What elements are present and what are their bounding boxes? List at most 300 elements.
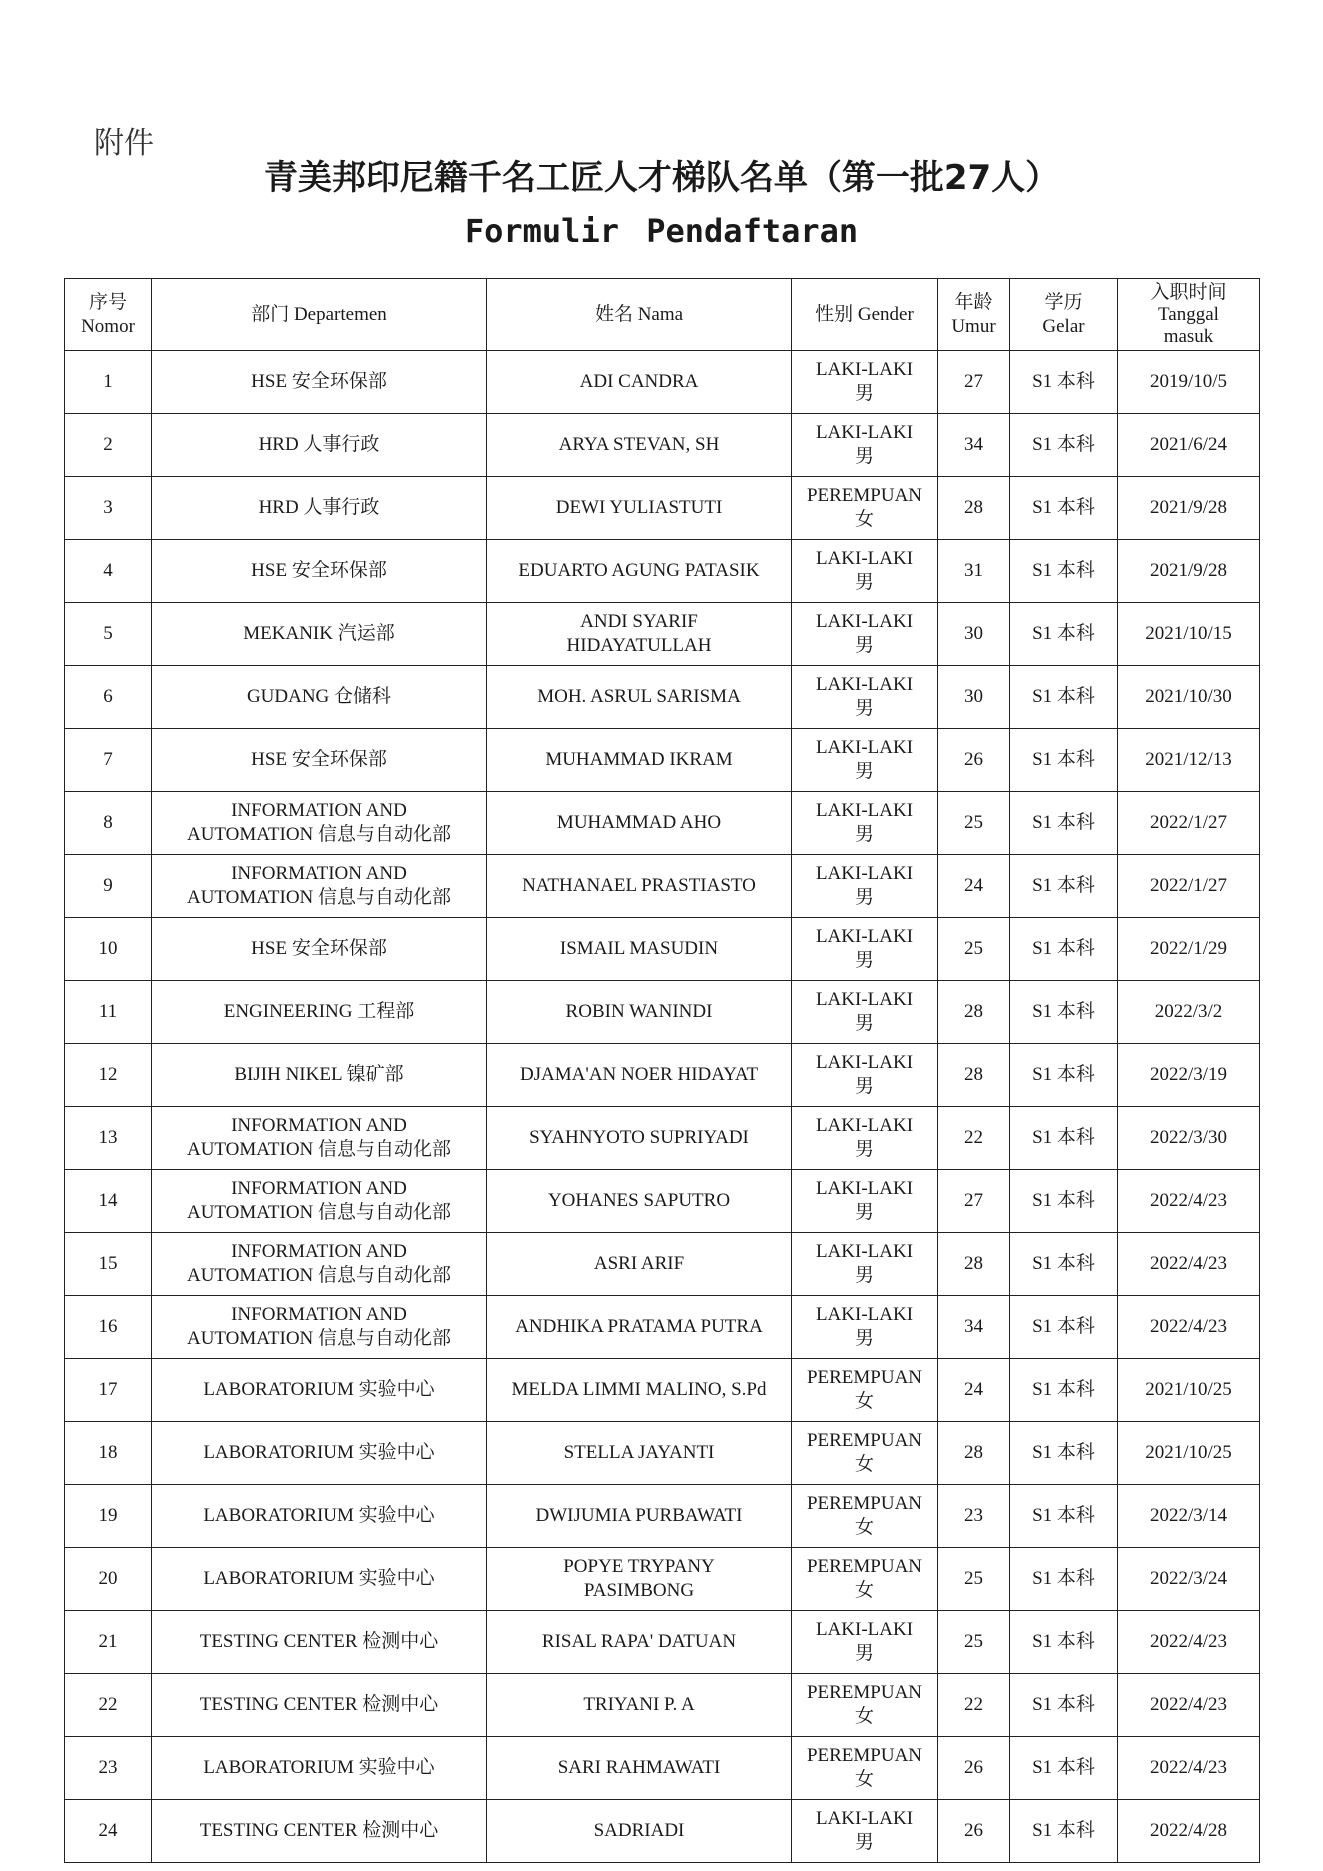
cell-department xyxy=(152,1611,487,1674)
cell-department-line: HSE 安全环保部 xyxy=(251,560,387,581)
cell-department xyxy=(152,1548,487,1611)
cell-gender-line: 男 xyxy=(854,698,874,719)
cell-gender xyxy=(792,1611,938,1674)
header-name: 姓名 Nama xyxy=(487,279,792,351)
cell-gender-line: LAKI-LAKI xyxy=(815,926,914,947)
cell-age: 25 xyxy=(938,1611,1010,1674)
cell-gender-line: 女 xyxy=(854,509,874,530)
cell-gender-line: 男 xyxy=(854,572,874,593)
cell-name xyxy=(487,1107,792,1170)
cell-name xyxy=(487,1485,792,1548)
cell-join-date: 2021/10/30 xyxy=(1118,666,1260,729)
cell-department-line: AUTOMATION 信息与自动化部 xyxy=(186,1265,452,1286)
cell-education: S1 本科 xyxy=(1010,351,1118,414)
cell-join-date: 2022/4/23 xyxy=(1118,1233,1260,1296)
cell-name xyxy=(487,1170,792,1233)
cell-gender-line: 男 xyxy=(854,824,874,845)
cell-name xyxy=(487,729,792,792)
cell-gender-line: LAKI-LAKI xyxy=(815,1808,914,1829)
cell-education: S1 本科 xyxy=(1010,1359,1118,1422)
cell-gender xyxy=(792,540,938,603)
cell-department-line: AUTOMATION 信息与自动化部 xyxy=(186,824,452,845)
cell-age: 28 xyxy=(938,1422,1010,1485)
table-row xyxy=(65,351,1260,414)
cell-number: 2 xyxy=(65,414,152,477)
cell-gender xyxy=(792,1548,938,1611)
cell-gender-line: LAKI-LAKI xyxy=(815,1304,914,1325)
cell-name-line: ANDI SYARIF xyxy=(580,611,698,632)
cell-gender xyxy=(792,855,938,918)
cell-gender xyxy=(792,1674,938,1737)
table-row xyxy=(65,603,1260,666)
cell-gender-line: LAKI-LAKI xyxy=(815,1052,914,1073)
cell-name-line: HIDAYATULLAH xyxy=(566,635,712,656)
cell-gender-line: 男 xyxy=(854,1013,874,1034)
cell-name-line: ARYA STEVAN, SH xyxy=(558,434,720,455)
cell-education: S1 本科 xyxy=(1010,666,1118,729)
cell-age: 26 xyxy=(938,1737,1010,1800)
header-education-cn: 学历 xyxy=(1044,291,1083,313)
cell-gender xyxy=(792,792,938,855)
cell-name xyxy=(487,1233,792,1296)
cell-join-date: 2019/10/5 xyxy=(1118,351,1260,414)
cell-gender-line: 女 xyxy=(854,1580,874,1601)
cell-number: 14 xyxy=(65,1170,152,1233)
header-age xyxy=(938,279,1010,351)
cell-name-line: DJAMA'AN NOER HIDAYAT xyxy=(519,1064,759,1085)
table-row xyxy=(65,729,1260,792)
cell-gender-line: PEREMPUAN xyxy=(806,1556,923,1577)
header-join-date-cn: 入职时间 xyxy=(1150,281,1227,303)
cell-department-line: AUTOMATION 信息与自动化部 xyxy=(186,1328,452,1349)
cell-education: S1 本科 xyxy=(1010,918,1118,981)
cell-gender-line: LAKI-LAKI xyxy=(815,548,914,569)
cell-name-line: EDUARTO AGUNG PATASIK xyxy=(518,560,760,581)
cell-department xyxy=(152,1359,487,1422)
cell-education: S1 本科 xyxy=(1010,1296,1118,1359)
header-number xyxy=(65,279,152,351)
cell-gender-line: 男 xyxy=(854,635,874,656)
cell-education: S1 本科 xyxy=(1010,855,1118,918)
cell-name-line: ISMAIL MASUDIN xyxy=(559,938,719,959)
cell-gender xyxy=(792,1422,938,1485)
cell-department-line: AUTOMATION 信息与自动化部 xyxy=(186,1139,452,1160)
cell-department-line: INFORMATION AND xyxy=(231,1115,407,1136)
cell-name xyxy=(487,351,792,414)
cell-education: S1 本科 xyxy=(1010,1044,1118,1107)
cell-gender-line: LAKI-LAKI xyxy=(815,422,914,443)
cell-gender xyxy=(792,477,938,540)
cell-gender-line: PEREMPUAN xyxy=(806,1745,923,1766)
cell-department xyxy=(152,1296,487,1359)
cell-gender-line: 女 xyxy=(854,1517,874,1538)
cell-education: S1 本科 xyxy=(1010,1611,1118,1674)
cell-department-line: TESTING CENTER 检测中心 xyxy=(199,1694,439,1715)
cell-education: S1 本科 xyxy=(1010,1170,1118,1233)
cell-age: 22 xyxy=(938,1674,1010,1737)
cell-age: 25 xyxy=(938,1548,1010,1611)
cell-gender-line: 女 xyxy=(854,1454,874,1475)
cell-number: 10 xyxy=(65,918,152,981)
cell-number: 9 xyxy=(65,855,152,918)
table-row xyxy=(65,855,1260,918)
cell-join-date: 2022/4/23 xyxy=(1118,1296,1260,1359)
cell-gender xyxy=(792,1800,938,1863)
cell-education: S1 本科 xyxy=(1010,414,1118,477)
cell-department-line: GUDANG 仓储科 xyxy=(246,686,392,707)
cell-gender-line: 男 xyxy=(854,1328,874,1349)
cell-name xyxy=(487,1800,792,1863)
cell-age: 27 xyxy=(938,1170,1010,1233)
cell-age: 24 xyxy=(938,1359,1010,1422)
cell-gender-line: PEREMPUAN xyxy=(806,1367,923,1388)
cell-name-line: ADI CANDRA xyxy=(579,371,699,392)
header-join-date xyxy=(1118,279,1260,351)
header-age-cn: 年龄 xyxy=(954,291,993,313)
cell-age: 30 xyxy=(938,666,1010,729)
cell-number: 6 xyxy=(65,666,152,729)
cell-education: S1 本科 xyxy=(1010,477,1118,540)
cell-education: S1 本科 xyxy=(1010,1107,1118,1170)
cell-join-date: 2022/4/23 xyxy=(1118,1674,1260,1737)
table-row xyxy=(65,1170,1260,1233)
cell-name-line: ANDHIKA PRATAMA PUTRA xyxy=(515,1316,763,1337)
cell-join-date: 2022/3/19 xyxy=(1118,1044,1260,1107)
table-row xyxy=(65,1044,1260,1107)
cell-name-line: MELDA LIMMI MALINO, S.Pd xyxy=(511,1379,767,1400)
cell-department xyxy=(152,1044,487,1107)
cell-education: S1 本科 xyxy=(1010,1800,1118,1863)
cell-age: 23 xyxy=(938,1485,1010,1548)
cell-gender-line: 女 xyxy=(854,1391,874,1412)
table-row xyxy=(65,477,1260,540)
header-number-cn: 序号 xyxy=(88,291,127,313)
cell-education: S1 本科 xyxy=(1010,1674,1118,1737)
cell-name-line: PASIMBONG xyxy=(583,1580,695,1601)
document-subtitle: Formulir Pendaftaran xyxy=(464,212,859,250)
annex-label: 附件 xyxy=(94,126,154,161)
cell-gender xyxy=(792,414,938,477)
cell-department-line: BIJIH NIKEL 镍矿部 xyxy=(234,1064,404,1085)
cell-join-date: 2022/3/24 xyxy=(1118,1548,1260,1611)
cell-name xyxy=(487,1611,792,1674)
header-department: 部门 Departemen xyxy=(152,279,487,351)
cell-department xyxy=(152,603,487,666)
cell-gender-line: LAKI-LAKI xyxy=(815,800,914,821)
cell-name-line: DEWI YULIASTUTI xyxy=(555,497,723,518)
table-row xyxy=(65,1233,1260,1296)
cell-gender-line: 男 xyxy=(854,1202,874,1223)
cell-age: 28 xyxy=(938,1044,1010,1107)
cell-gender-line: LAKI-LAKI xyxy=(815,1619,914,1640)
header-education-id: Gelar xyxy=(1042,315,1085,337)
cell-number: 19 xyxy=(65,1485,152,1548)
cell-name-line: DWIJUMIA PURBAWATI xyxy=(535,1505,743,1526)
cell-name xyxy=(487,1737,792,1800)
header-number-id: Nomor xyxy=(81,315,135,337)
cell-department-line: HSE 安全环保部 xyxy=(251,938,387,959)
cell-name-line: NATHANAEL PRASTIASTO xyxy=(522,875,756,896)
cell-gender xyxy=(792,1107,938,1170)
cell-name-line: SARI RAHMAWATI xyxy=(557,1757,721,1778)
cell-age: 28 xyxy=(938,477,1010,540)
cell-gender-line: PEREMPUAN xyxy=(806,485,923,506)
cell-age: 28 xyxy=(938,981,1010,1044)
cell-gender-line: 男 xyxy=(854,950,874,971)
cell-number: 1 xyxy=(65,351,152,414)
cell-education: S1 本科 xyxy=(1010,540,1118,603)
cell-age: 26 xyxy=(938,729,1010,792)
cell-number: 13 xyxy=(65,1107,152,1170)
cell-gender-line: 男 xyxy=(854,1139,874,1160)
cell-department-line: HRD 人事行政 xyxy=(258,434,380,455)
cell-number: 23 xyxy=(65,1737,152,1800)
cell-number: 11 xyxy=(65,981,152,1044)
cell-gender xyxy=(792,1170,938,1233)
cell-gender-line: LAKI-LAKI xyxy=(815,863,914,884)
cell-department xyxy=(152,1422,487,1485)
cell-gender-line: LAKI-LAKI xyxy=(815,674,914,695)
roster-table xyxy=(64,278,1260,1863)
table-row xyxy=(65,414,1260,477)
cell-department-line: INFORMATION AND xyxy=(231,863,407,884)
cell-gender xyxy=(792,1044,938,1107)
cell-gender-line: 男 xyxy=(854,1643,874,1664)
cell-department-line: INFORMATION AND xyxy=(231,1241,407,1262)
cell-department-line: TESTING CENTER 检测中心 xyxy=(199,1631,439,1652)
cell-department-line: MEKANIK 汽运部 xyxy=(243,623,395,644)
cell-join-date: 2021/10/25 xyxy=(1118,1422,1260,1485)
cell-department xyxy=(152,1233,487,1296)
cell-name-line: STELLA JAYANTI xyxy=(563,1442,715,1463)
cell-department-line: LABORATORIUM 实验中心 xyxy=(203,1568,435,1589)
cell-department xyxy=(152,351,487,414)
cell-gender-line: LAKI-LAKI xyxy=(815,1115,914,1136)
cell-education: S1 本科 xyxy=(1010,603,1118,666)
cell-gender-line: LAKI-LAKI xyxy=(815,1241,914,1262)
cell-department xyxy=(152,540,487,603)
cell-gender xyxy=(792,603,938,666)
cell-department xyxy=(152,1107,487,1170)
cell-name-line: SADRIADI xyxy=(593,1820,685,1841)
cell-age: 24 xyxy=(938,855,1010,918)
cell-department-line: INFORMATION AND xyxy=(231,800,407,821)
cell-join-date: 2021/9/28 xyxy=(1118,540,1260,603)
cell-name-line: MUHAMMAD IKRAM xyxy=(545,749,733,770)
table-row xyxy=(65,1107,1260,1170)
cell-name-line: ASRI ARIF xyxy=(593,1253,685,1274)
cell-department xyxy=(152,414,487,477)
table-header xyxy=(65,279,1260,351)
table-row xyxy=(65,792,1260,855)
cell-name-line: RISAL RAPA' DATUAN xyxy=(541,1631,737,1652)
cell-number: 22 xyxy=(65,1674,152,1737)
cell-department-line: HSE 安全环保部 xyxy=(251,749,387,770)
cell-name-line: ROBIN WANINDI xyxy=(565,1001,713,1022)
cell-join-date: 2021/10/15 xyxy=(1118,603,1260,666)
cell-name-line: YOHANES SAPUTRO xyxy=(547,1190,731,1211)
cell-join-date: 2021/9/28 xyxy=(1118,477,1260,540)
cell-name xyxy=(487,1674,792,1737)
cell-gender-line: 男 xyxy=(854,1265,874,1286)
cell-name xyxy=(487,1359,792,1422)
cell-name xyxy=(487,414,792,477)
cell-department xyxy=(152,1170,487,1233)
table-row xyxy=(65,1359,1260,1422)
cell-department-line: INFORMATION AND xyxy=(231,1304,407,1325)
cell-department xyxy=(152,1485,487,1548)
cell-name xyxy=(487,1296,792,1359)
cell-education: S1 本科 xyxy=(1010,981,1118,1044)
cell-department xyxy=(152,1737,487,1800)
cell-gender-line: 女 xyxy=(854,1706,874,1727)
cell-gender-line: 男 xyxy=(854,887,874,908)
header-age-id: Umur xyxy=(951,315,996,337)
cell-name-line: MUHAMMAD AHO xyxy=(556,812,722,833)
cell-gender-line: LAKI-LAKI xyxy=(815,989,914,1010)
document-title: 青美邦印尼籍千名工匠人才梯队名单（第一批27人） xyxy=(263,158,1060,198)
header-join-date-id1: Tanggal xyxy=(1158,303,1219,325)
cell-number: 8 xyxy=(65,792,152,855)
cell-join-date: 2022/4/23 xyxy=(1118,1737,1260,1800)
cell-age: 27 xyxy=(938,351,1010,414)
cell-number: 12 xyxy=(65,1044,152,1107)
table-row xyxy=(65,1737,1260,1800)
cell-department-line: LABORATORIUM 实验中心 xyxy=(203,1379,435,1400)
cell-education: S1 本科 xyxy=(1010,1485,1118,1548)
cell-department xyxy=(152,1674,487,1737)
cell-name xyxy=(487,1422,792,1485)
cell-department-line: TESTING CENTER 检测中心 xyxy=(199,1820,439,1841)
cell-education: S1 本科 xyxy=(1010,729,1118,792)
cell-name xyxy=(487,477,792,540)
cell-department xyxy=(152,981,487,1044)
table-row xyxy=(65,1611,1260,1674)
cell-name-line: TRIYANI P. A xyxy=(583,1694,695,1715)
cell-department-line: ENGINEERING 工程部 xyxy=(223,1001,415,1022)
cell-department-line: LABORATORIUM 实验中心 xyxy=(203,1442,435,1463)
cell-number: 15 xyxy=(65,1233,152,1296)
table-row xyxy=(65,918,1260,981)
cell-gender-line: 男 xyxy=(854,383,874,404)
cell-age: 25 xyxy=(938,792,1010,855)
cell-department xyxy=(152,729,487,792)
cell-number: 16 xyxy=(65,1296,152,1359)
cell-join-date: 2022/4/23 xyxy=(1118,1611,1260,1674)
header-gender: 性别 Gender xyxy=(792,279,938,351)
cell-gender xyxy=(792,1359,938,1422)
cell-number: 20 xyxy=(65,1548,152,1611)
cell-gender xyxy=(792,1233,938,1296)
table-row xyxy=(65,1485,1260,1548)
cell-join-date: 2022/1/29 xyxy=(1118,918,1260,981)
cell-number: 24 xyxy=(65,1800,152,1863)
cell-join-date: 2022/3/30 xyxy=(1118,1107,1260,1170)
cell-join-date: 2022/1/27 xyxy=(1118,792,1260,855)
cell-join-date: 2022/4/28 xyxy=(1118,1800,1260,1863)
cell-name xyxy=(487,540,792,603)
header-join-date-id2: masuk xyxy=(1163,325,1214,347)
table-row xyxy=(65,981,1260,1044)
table-row xyxy=(65,1548,1260,1611)
cell-join-date: 2021/12/13 xyxy=(1118,729,1260,792)
table-row xyxy=(65,1674,1260,1737)
cell-join-date: 2022/4/23 xyxy=(1118,1170,1260,1233)
cell-department xyxy=(152,918,487,981)
cell-department-line: HSE 安全环保部 xyxy=(251,371,387,392)
cell-age: 25 xyxy=(938,918,1010,981)
cell-gender xyxy=(792,918,938,981)
cell-age: 26 xyxy=(938,1800,1010,1863)
cell-join-date: 2022/1/27 xyxy=(1118,855,1260,918)
cell-department-line: INFORMATION AND xyxy=(231,1178,407,1199)
cell-number: 17 xyxy=(65,1359,152,1422)
cell-name xyxy=(487,603,792,666)
cell-number: 21 xyxy=(65,1611,152,1674)
cell-number: 18 xyxy=(65,1422,152,1485)
cell-gender-line: LAKI-LAKI xyxy=(815,611,914,632)
cell-number: 3 xyxy=(65,477,152,540)
cell-name xyxy=(487,792,792,855)
cell-age: 34 xyxy=(938,414,1010,477)
cell-age: 28 xyxy=(938,1233,1010,1296)
cell-join-date: 2021/6/24 xyxy=(1118,414,1260,477)
cell-age: 30 xyxy=(938,603,1010,666)
table-row xyxy=(65,1296,1260,1359)
cell-number: 7 xyxy=(65,729,152,792)
cell-age: 31 xyxy=(938,540,1010,603)
cell-department-line: LABORATORIUM 实验中心 xyxy=(203,1757,435,1778)
cell-name xyxy=(487,1548,792,1611)
cell-education: S1 本科 xyxy=(1010,1548,1118,1611)
cell-gender xyxy=(792,1485,938,1548)
cell-department xyxy=(152,792,487,855)
header-education xyxy=(1010,279,1118,351)
cell-gender-line: 男 xyxy=(854,1076,874,1097)
cell-name-line: MOH. ASRUL SARISMA xyxy=(537,686,741,707)
cell-gender-line: 男 xyxy=(854,761,874,782)
cell-join-date: 2022/3/2 xyxy=(1118,981,1260,1044)
cell-join-date: 2022/3/14 xyxy=(1118,1485,1260,1548)
cell-education: S1 本科 xyxy=(1010,1422,1118,1485)
cell-gender xyxy=(792,351,938,414)
table-row xyxy=(65,666,1260,729)
cell-department-line: LABORATORIUM 实验中心 xyxy=(203,1505,435,1526)
table-body xyxy=(65,351,1260,1863)
cell-gender-line: LAKI-LAKI xyxy=(815,1178,914,1199)
cell-gender-line: LAKI-LAKI xyxy=(815,737,914,758)
cell-name xyxy=(487,918,792,981)
cell-department xyxy=(152,1800,487,1863)
cell-number: 5 xyxy=(65,603,152,666)
cell-department-line: AUTOMATION 信息与自动化部 xyxy=(186,887,452,908)
cell-department xyxy=(152,855,487,918)
cell-name xyxy=(487,666,792,729)
cell-gender-line: 女 xyxy=(854,1769,874,1790)
cell-gender xyxy=(792,1737,938,1800)
cell-department xyxy=(152,666,487,729)
cell-name xyxy=(487,981,792,1044)
cell-education: S1 本科 xyxy=(1010,792,1118,855)
cell-gender-line: 男 xyxy=(854,1832,874,1853)
cell-join-date: 2021/10/25 xyxy=(1118,1359,1260,1422)
cell-department-line: AUTOMATION 信息与自动化部 xyxy=(186,1202,452,1223)
cell-gender xyxy=(792,981,938,1044)
cell-education: S1 本科 xyxy=(1010,1737,1118,1800)
cell-education: S1 本科 xyxy=(1010,1233,1118,1296)
cell-gender xyxy=(792,1296,938,1359)
cell-department xyxy=(152,477,487,540)
